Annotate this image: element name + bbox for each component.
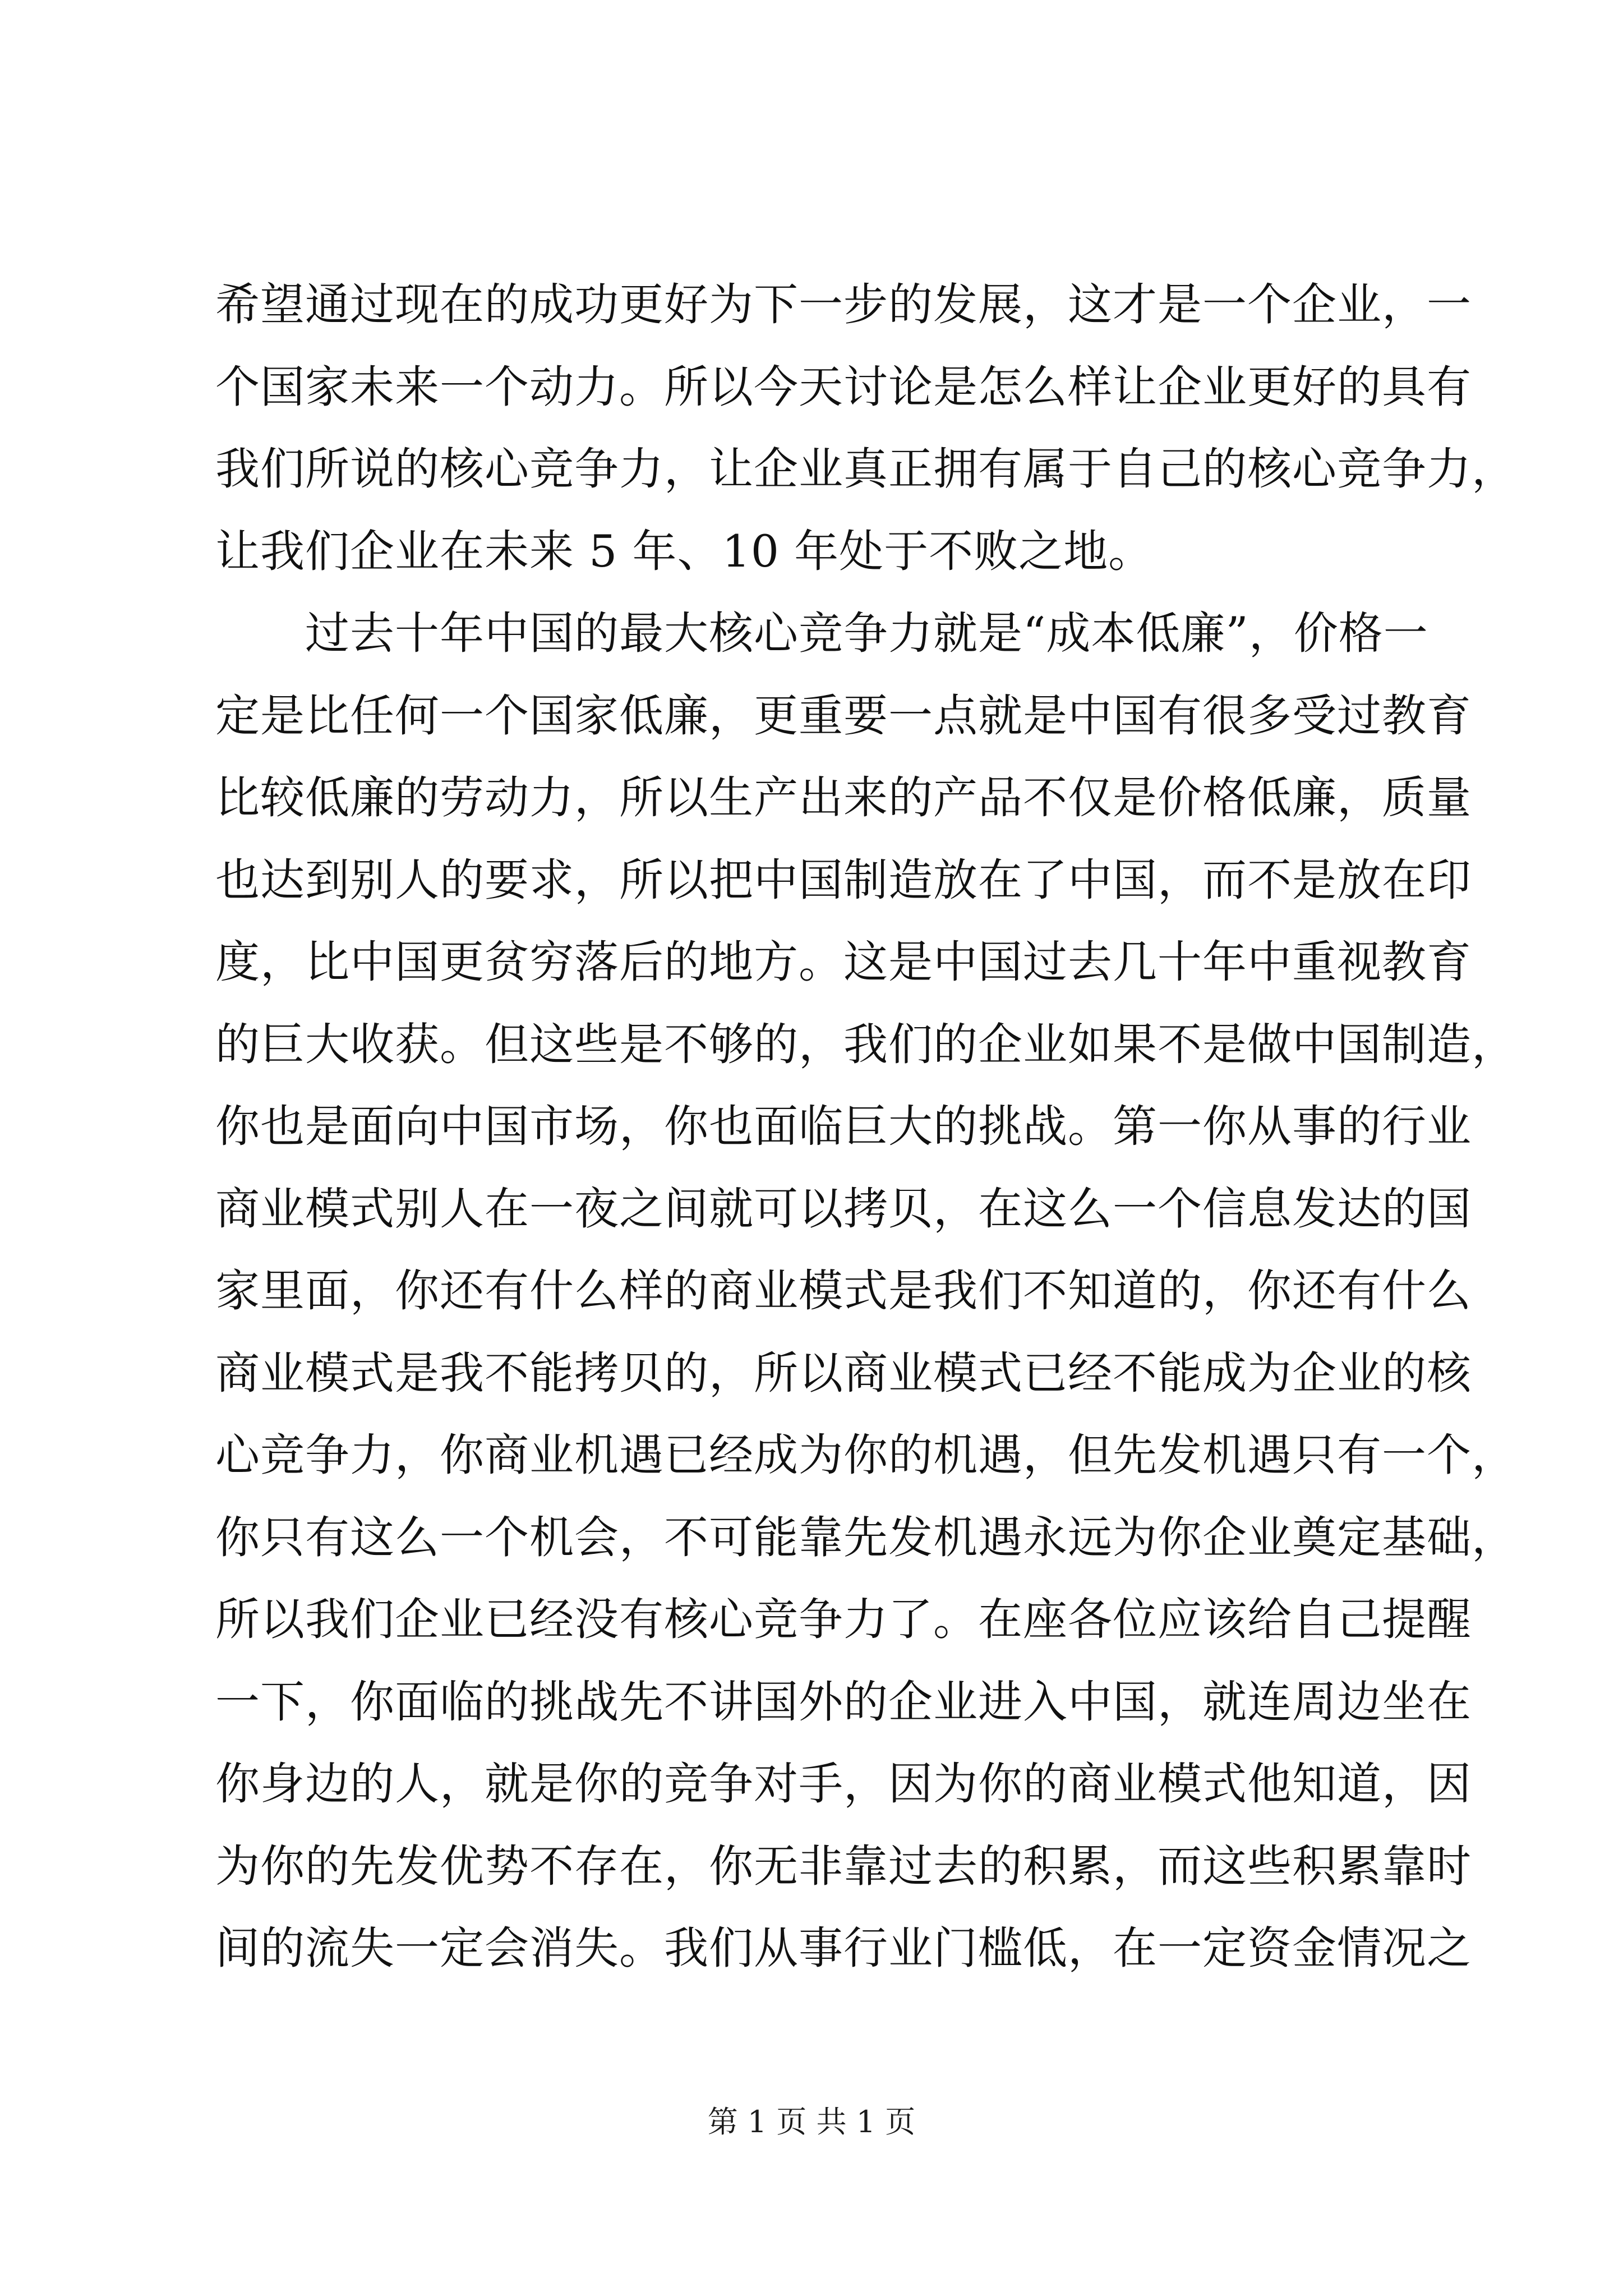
text-line: 间的流失一定会消失。我们从事行业门槛低，在一定资金情况之 [215,1922,1472,1974]
text-line: 比较低廉的劳动力，所以生产出来的产品不仅是价格低廉，质量 [215,772,1472,823]
text-line: 度，比中国更贫穷落后的地方。这是中国过去几十年中重视教育 [215,936,1472,988]
text-line: 一下，你面临的挑战先不讲国外的企业进入中国，就连周边坐在 [215,1676,1472,1728]
text-line: 让我们企业在未来 5 年、10 年处于不败之地。 [215,525,1154,577]
body-text [215,264,1516,1990]
text-line: 心竞争力，你商业机遇已经成为你的机遇，但先发机遇只有一个， [215,1429,1516,1481]
text-line: 所以我们企业已经没有核心竞争力了。在座各位应该给自己提醒 [215,1594,1472,1645]
page-number-label: 第 1 页 共 1 页 [707,2104,916,2139]
text-line: 你身边的人，就是你的竞争对手，因为你的商业模式他知道，因 [215,1758,1472,1810]
text-line: 希望通过现在的成功更好为下一步的发展，这才是一个企业，一 [215,279,1472,330]
text-line: 为你的先发优势不存在，你无非靠过去的积累，而这些积累靠时 [215,1840,1472,1892]
text-line: 家里面，你还有什么样的商业模式是我们不知道的，你还有什么 [215,1265,1472,1317]
text-line: 商业模式是我不能拷贝的，所以商业模式已经不能成为企业的核 [215,1347,1472,1399]
text-line: 我们所说的核心竞争力，让企业真正拥有属于自己的核心竞争力， [215,443,1516,495]
text-line: 也达到别人的要求，所以把中国制造放在了中国，而不是放在印 [215,854,1472,906]
text-line: 商业模式别人在一夜之间就可以拷贝，在这么一个信息发达的国 [215,1182,1472,1235]
text-line: 个国家未来一个动力。所以今天讨论是怎么样让企业更好的具有 [215,361,1472,413]
text-line: 你也是面向中国市场，你也面临巨大的挑战。第一你从事的行业 [215,1101,1472,1152]
text-line: 的巨大收获。但这些是不够的，我们的企业如果不是做中国制造， [215,1018,1516,1070]
text-line: 定是比任何一个国家低廉，更重要一点就是中国有很多受过教育 [215,689,1472,742]
text-line: 你只有这么一个机会，不可能靠先发机遇永远为你企业奠定基础， [215,1511,1516,1563]
page-footer [0,2102,1623,2142]
text-line: 过去十年中国的最大核心竞争力就是“成本低廉”，价格一 [215,608,1428,659]
